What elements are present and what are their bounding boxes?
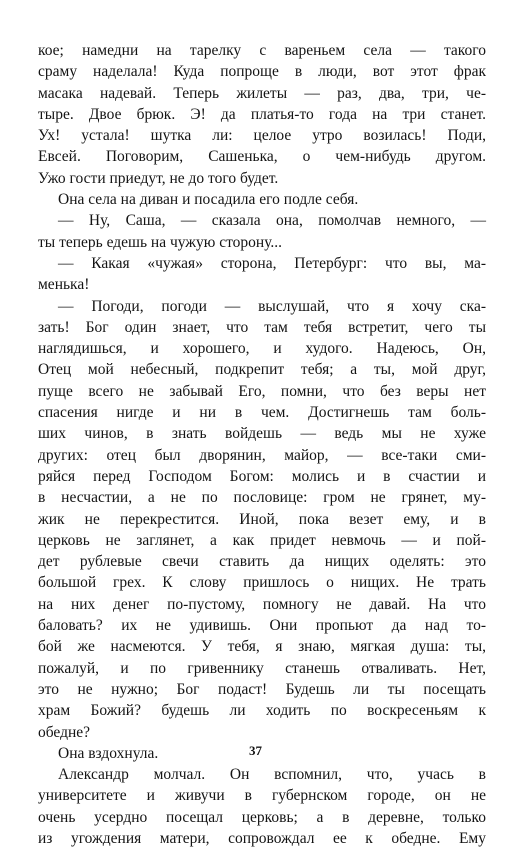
text-line: пожалуй, и по гривеннику станешь отваливать. Нет,: [38, 659, 486, 677]
text-line: баловать? их не удивишь. Они пропьют да над то-: [38, 617, 486, 635]
text-line: сраму наделала! Куда попроще в люди, вот этот фрак: [38, 63, 486, 81]
text-line: Александр молчал. Он вспомнил, что, учась в: [58, 766, 486, 784]
text-line: из угождения матери, сопровождал ее к обедне. Ему: [38, 829, 486, 847]
text-line: дет рублевые свечи ставить да нищих оделять: это: [38, 553, 486, 571]
text-line: церковь не заглянет, а как придет невмочь — и пой-: [38, 531, 486, 549]
text-line: очень усердно посещал церковь; а в деревне, только: [38, 808, 486, 826]
text-line: Ух! устала! шутка ли: целое утро возилась! Поди,: [38, 127, 486, 145]
text-line: ряйся перед Господом Богом: молись и в счастии и: [38, 467, 486, 485]
text-line: спасения нигде и ни в чем. Достигнешь там боль-: [38, 404, 486, 422]
text-line: тыре. Двое брюк. Э! да платья-то года на три станет.: [38, 105, 486, 123]
text-line: пуще всего не забывай Его, помни, что без веры нет: [38, 382, 486, 400]
text-line: Евсей. Поговорим, Сашенька, о чем-нибудь другом.: [38, 148, 486, 166]
text-line: масака надевай. Теперь жилеты — раз, два, три, че-: [38, 84, 486, 102]
text-line: на них денег по-пустому, помногу не давай. На что: [38, 595, 486, 613]
text-line: обедне?: [38, 723, 91, 741]
text-line: Она села на диван и посадила его подле себя.: [58, 191, 359, 209]
text-line: жик не перекрестится. Иной, пока везет ему, и в: [38, 510, 486, 528]
page-number: 37: [249, 743, 262, 758]
text-line: ших чинов, в знать войдешь — ведь мы не хуже: [38, 425, 486, 443]
text-line: других: отец был дворянин, майор, — все-таки сми-: [38, 446, 486, 464]
text-line: зать! Бог один знает, что там тебя встретит, чего ты: [38, 318, 486, 336]
text-line: — Какая «чужая» сторона, Петербург: что вы, ма-: [58, 254, 486, 272]
text-line: бой же насмеются. У тебя, я знаю, мягкая душа: ты,: [38, 638, 486, 656]
text-line: менька!: [38, 276, 90, 294]
text-line: — Погоди, погоди — выслушай, что я хочу ска-: [58, 297, 486, 315]
body-text: [38, 40, 486, 849]
text-line: Ужо гости приедут, не до того будет.: [38, 169, 279, 187]
text-line: в несчастии, а не по пословице: гром не грянет, му-: [38, 489, 486, 507]
text-line: университете и живучи в губернском городе, он не: [38, 787, 486, 805]
text-line: — Ну, Саша, — сказала она, помолчав немного, —: [58, 212, 486, 230]
text-line: наглядишься, и хорошего, и худого. Надеюсь, Он,: [38, 340, 486, 358]
book-page: [38, 40, 486, 849]
text-line: ты теперь едешь на чужую сторону...: [38, 233, 283, 251]
text-line: Она вздохнула.: [58, 744, 159, 762]
text-line: это не нужно; Бог подаст! Будешь ли ты посещать: [38, 680, 486, 698]
text-line: кое; намедни на тарелку с вареньем села — такого: [38, 42, 486, 59]
text-line: Отец мой небесный, подкрепит тебя; а ты, мой друг,: [38, 361, 486, 379]
text-line: большой грех. К слову пришлось о нищих. Не трать: [38, 574, 486, 592]
text-line: храм Божий? будешь ли ходить по воскресеньям к: [38, 702, 486, 720]
